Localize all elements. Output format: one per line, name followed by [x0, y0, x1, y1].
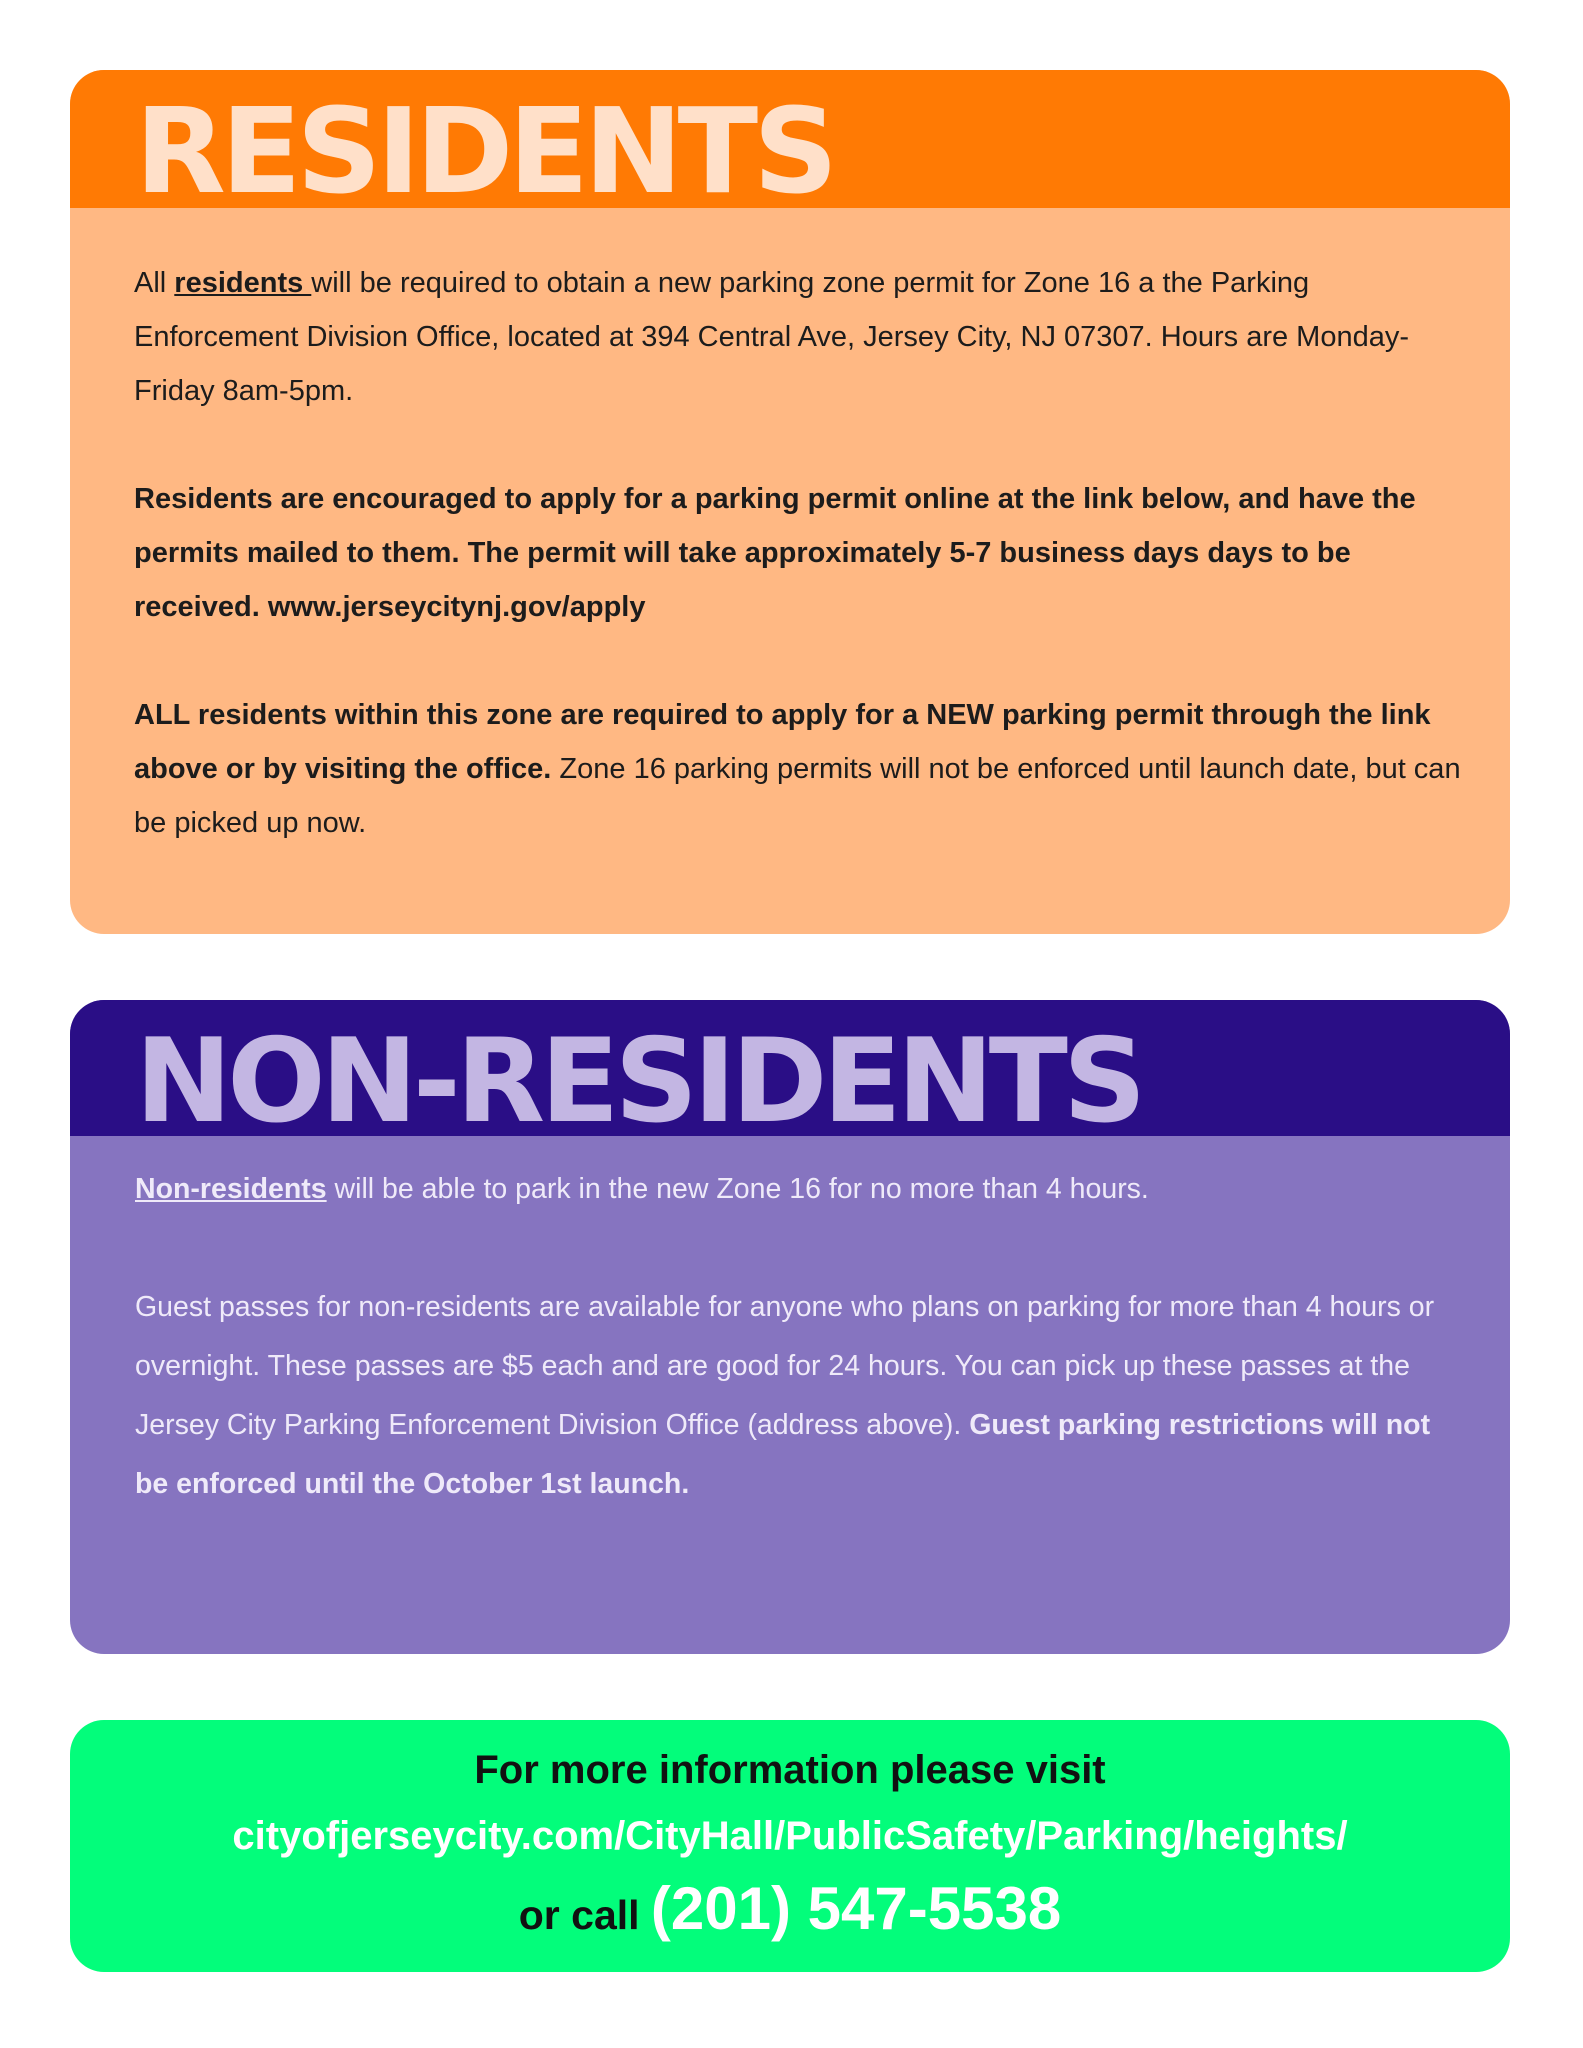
residents-paragraph-1: All residents will be required to obtain a new parking zone permit for Zone 16 a the Parking Enforcement Division Office, located at 394 Central Ave, Jersey City, NJ 07307. Hours are Monday- Friday 8am-5pm.	[134, 267, 1409, 407]
residents-body	[134, 256, 1464, 850]
nonresidents-paragraph-2: Guest passes for non-residents are available for anyone who plans on parking for more than 4 hours or overnight. These passes are $5 each and are good for 24 hours. You can pick up these passes at the Jersey City Parking Enforcement Division Office (address above). Guest parking restrictions will not be enforced until the October 1st launch.	[135, 1291, 1435, 1500]
contact-section	[70, 1720, 1510, 1972]
nonresidents-heading: NON-RESIDENTS	[135, 1014, 1142, 1149]
phone-number[interactable]: (201) 547-5538	[650, 1875, 1062, 1942]
residents-paragraph-2: Residents are encouraged to apply for a parking permit online at the link below, and have the permits mailed to them. The permit will take approximately 5-7 business days days to be received. www.jerseycitynj.gov/apply	[134, 483, 1416, 623]
residents-heading: RESIDENTS	[135, 82, 834, 220]
nonresidents-link[interactable]: Non-residents	[135, 1173, 327, 1205]
residents-paragraph-3: ALL residents within this zone are required to apply for a NEW parking permit through the link above or by visiting the office. Zone 16 parking permits will not be enforced until launch date, but can be picked up now.	[134, 699, 1461, 839]
nonresidents-paragraph-1: Non-residents will be able to park in the new Zone 16 for no more than 4 hours.	[135, 1173, 1149, 1205]
contact-url[interactable]: cityofjerseycity.com/CityHall/PublicSafety/Parking/heights/	[232, 1814, 1348, 1858]
nonresidents-section	[70, 1000, 1510, 1654]
contact-call-line	[70, 1874, 1510, 1943]
nonresidents-header	[70, 1000, 1510, 1149]
nonresidents-body	[135, 1160, 1470, 1514]
residents-link[interactable]: residents	[174, 267, 312, 299]
residents-header	[70, 70, 1510, 220]
residents-section	[70, 70, 1510, 934]
contact-heading: For more information please visit	[474, 1748, 1106, 1792]
call-label: or call	[518, 1892, 651, 1938]
